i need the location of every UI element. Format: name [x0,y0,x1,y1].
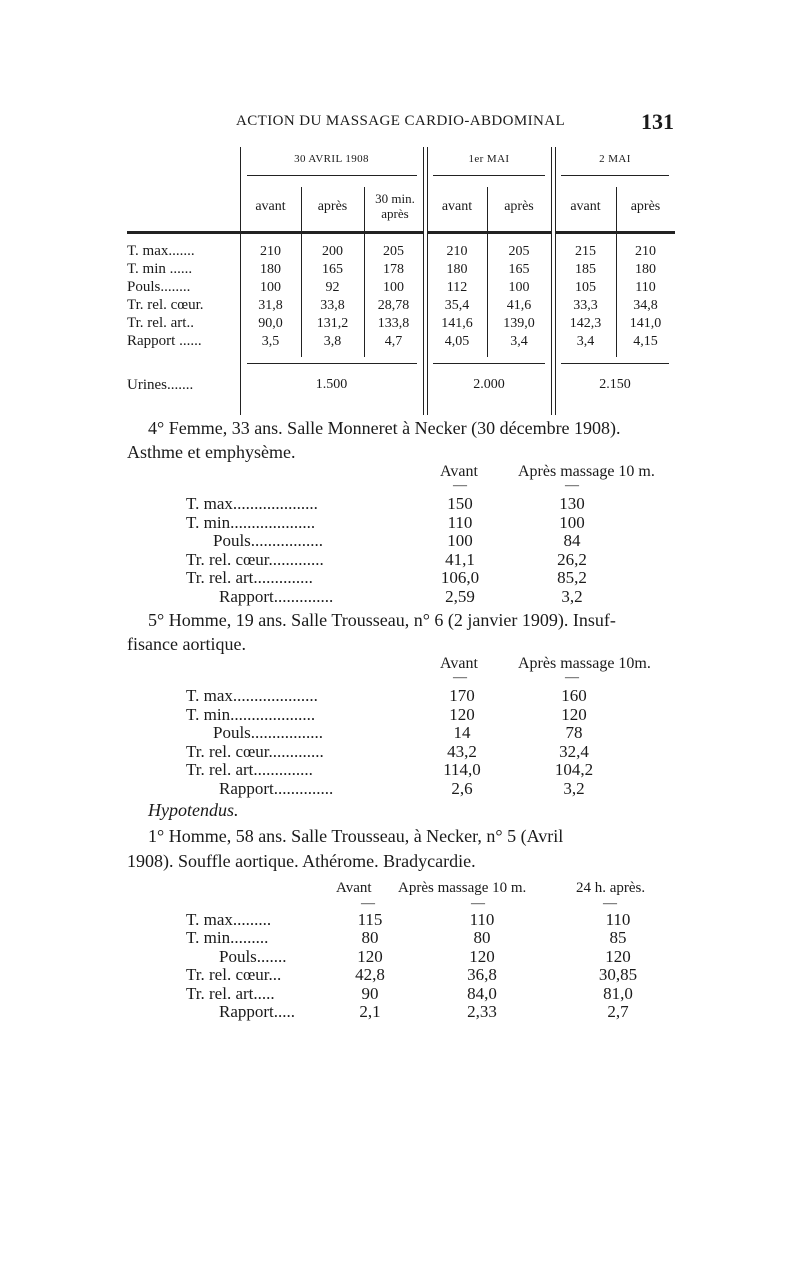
table-cell: 106,0 [440,568,480,588]
table-cell: 133,8 [377,316,410,331]
dash-mark: — [361,896,375,911]
case4-col-apres: Après massage 10 m. [518,463,655,480]
col-heading: après [317,199,348,214]
table-cell: 120 [605,946,631,966]
massage-table [127,147,675,415]
table-cell: 3,2 [563,779,585,798]
table-cell: 14 [453,723,471,743]
row-label: Tr. rel. cœur............. [186,741,324,761]
table-cell: 215 [575,244,596,259]
group-brace [561,175,669,184]
table-cell: 120 [449,704,475,724]
table-cell: 81,0 [603,983,633,1003]
table-cell: 205 [383,244,404,259]
row-label: Pouls................. [213,531,324,551]
row-label: T. min.................... [186,704,316,724]
table-cell: 110 [469,910,495,929]
row-label: Tr. rel. cœur... [186,965,282,985]
col-heading: après [504,199,534,214]
table-cell: 30,85 [598,965,638,985]
header-rule [127,231,423,234]
page-number: 131 [641,109,674,134]
hypotendus-heading: Hypotendus. [148,800,239,820]
case4-line2: Asthme et emphysème. [127,442,296,462]
col-heading: avant [441,199,473,214]
dash-mark: — [471,896,485,911]
table-cell: 141,6 [441,316,473,331]
row-label: Tr. rel. cœur............. [186,549,324,569]
row-label: Tr. rel. art.. [127,315,194,331]
header-rule [427,231,551,234]
table-cell: 100 [559,512,585,532]
urines-value: 1.500 [315,377,348,392]
table-cell: 78 [565,723,583,743]
table-cell: 2,6 [451,779,473,798]
table-rule [423,147,424,415]
hypo-line2: 1908). Souffle aortique. Athérome. Bradycardie. [127,851,476,871]
hypo-line1: 1° Homme, 58 ans. Salle Trousseau, à Necker, n° 5 (Avril [148,826,564,846]
table-cell: 3,2 [561,587,583,606]
table-cell: 2,1 [359,1002,381,1021]
row-label: Rapport ...... [127,333,202,349]
table-rule [551,147,552,415]
table-cell: 120 [469,946,495,966]
running-header [236,109,674,139]
row-label: Rapport.............. [219,779,334,798]
table-cell: 34,8 [633,298,658,313]
table-cell: 92 [325,280,340,295]
table-cell: 31,8 [258,298,283,313]
dash-mark: — [603,896,617,911]
hypo-col-apres: Après massage 10 m. [398,880,527,896]
table-cell: 36,8 [467,965,497,985]
table-cell: 32,4 [559,741,589,761]
table-cell: 84,0 [467,983,497,1003]
hypo-col-avant: Avant [336,880,372,896]
hypo-col-24h: 24 h. après. [576,880,646,896]
row-label: Pouls................. [213,723,324,743]
row-label: Rapport..... [219,1002,296,1021]
table-cell: 131,2 [316,316,349,331]
group-heading-1-mai: 1er MAI [468,153,510,165]
group-brace [247,355,417,364]
table-cell: 130 [559,494,585,513]
table-cell: 100 [260,280,281,295]
group-brace [433,175,545,184]
urines-value: 2.150 [599,377,631,392]
table-cell: 26,2 [557,549,587,569]
col-heading: 30 min. après [375,191,415,221]
row-label: Tr. rel. cœur. [127,297,204,313]
case5-col-avant: Avant [440,655,478,672]
table-cell: 2,33 [467,1002,497,1021]
table-cell: 4,15 [633,334,658,349]
group-brace [247,175,417,184]
table-cell: 105 [575,280,596,295]
table-cell: 84 [563,531,581,551]
group-heading-2-mai: 2 MAI [599,153,631,165]
row-label: Tr. rel. art.............. [186,760,313,780]
table-cell: 100 [383,280,404,295]
table-cell: 178 [383,262,404,277]
group-brace [433,355,545,364]
table-cell: 141,0 [629,316,662,331]
table-cell: 170 [449,686,475,705]
table-cell: 3,8 [323,334,342,349]
table-cell: 28,78 [377,298,410,313]
table-cell: 3,4 [576,334,595,349]
table-cell: 112 [446,280,468,295]
dash-mark: — [565,670,579,685]
table-cell: 180 [260,262,281,277]
running-title: ACTION DU MASSAGE CARDIO-ABDOMINAL [236,113,566,129]
case5-line2: fisance aortique. [127,634,246,654]
table-cell: 120 [561,704,587,724]
table-cell: 210 [635,244,656,259]
table-cell: 165 [508,262,530,277]
table-cell: 3,5 [261,334,280,349]
table-cell: 180 [446,262,468,277]
table-cell: 2,59 [445,587,475,606]
table-cell: 104,2 [554,760,594,780]
table-cell: 90,0 [258,316,283,331]
row-label: T. max.................... [186,494,318,513]
row-label: T. min ...... [127,261,193,277]
table-cell: 80 [361,928,379,948]
table-cell: 80 [473,928,491,948]
col-heading: après [630,199,661,214]
case5-col-apres: Après massage 10m. [518,655,651,672]
table-cell: 4,7 [384,334,403,349]
header-rule [555,231,675,234]
table-cell: 41,6 [506,298,532,313]
table-cell: 100 [508,280,530,295]
table-cell: 114,0 [443,760,481,780]
row-label: Tr. rel. art..... [186,983,275,1003]
group-brace [561,355,669,364]
table-cell: 185 [575,262,596,277]
table-cell: 200 [322,244,343,259]
table-cell: 180 [635,262,656,277]
col-heading: avant [255,199,286,214]
urines-label: Urines....... [127,377,194,393]
table-cell: 205 [508,244,530,259]
table-cell: 85 [609,928,627,948]
table-cell: 110 [635,280,656,295]
table-cell: 41,1 [445,549,475,569]
case4-line1: 4° Femme, 33 ans. Salle Monneret à Necker (30 décembre 1908). [148,418,621,438]
table-cell: 33,3 [573,298,598,313]
row-label: T. max.................... [186,686,318,705]
table-cell: 85,2 [557,568,587,588]
col-heading: avant [570,199,601,214]
table-cell: 90 [361,983,379,1003]
table-cell: 210 [446,244,468,259]
table-cell: 110 [447,512,473,532]
table-cell: 43,2 [447,741,477,761]
table-cell: 4,05 [444,334,470,349]
table-cell: 210 [260,244,281,259]
row-label: Pouls........ [127,279,191,295]
row-label: Rapport.............. [219,587,334,606]
group-heading-30-avril: 30 AVRIL 1908 [294,153,369,165]
row-label: T. min......... [186,928,269,948]
table-cell: 160 [561,686,587,705]
table-cell: 139,0 [503,316,535,331]
table-cell: 100 [447,531,473,551]
table-cell: 33,8 [320,298,345,313]
row-label: T. min.................... [186,512,316,532]
urines-value: 2.000 [473,377,505,392]
table-cell: 42,8 [355,965,385,985]
table-cell: 165 [322,262,343,277]
table-cell: 35,4 [444,298,470,313]
dash-mark: — [565,478,579,493]
case4-col-avant: Avant [440,463,478,480]
row-label: T. max....... [127,243,195,259]
table-cell: 3,4 [510,334,528,349]
row-label: Tr. rel. art.............. [186,568,313,588]
table-cell: 150 [447,494,473,513]
table-cell: 2,7 [607,1002,629,1021]
row-label: T. max......... [186,910,272,929]
table-cell: 110 [605,910,631,929]
dash-mark: — [453,478,467,493]
dash-mark: — [453,670,467,685]
table-cell: 142,3 [569,316,602,331]
row-label: Pouls....... [219,946,287,966]
case5-line1: 5° Homme, 19 ans. Salle Trousseau, n° 6 (2 janvier 1909). Insuf- [148,610,616,630]
table-cell: 115 [357,910,383,929]
table-cell: 120 [357,946,383,966]
